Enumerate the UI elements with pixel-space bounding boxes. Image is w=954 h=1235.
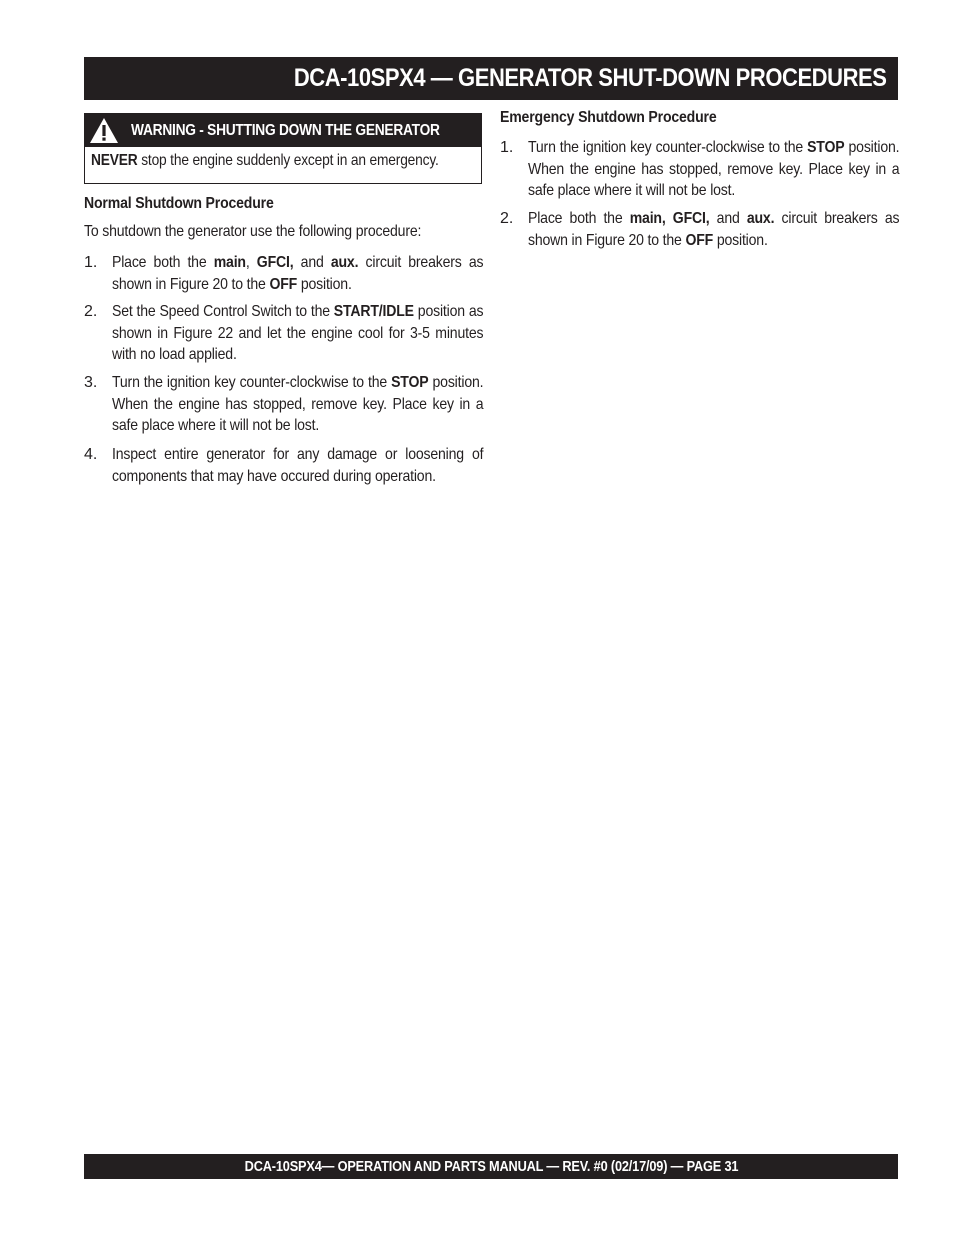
page-title: DCA-10SPX4 — GENERATOR SHUT-DOWN PROCEDURES [293,64,886,92]
normal-step-2-text: Set the Speed Control Switch to the START/IDLE position as shown in Figure 22 and let the engine cool for 3-5 minutes with no load applied. [112,303,484,363]
normal-shutdown-heading: Normal Shutdown Procedure [84,195,274,212]
normal-step-3-text: Turn the ignition key counter-clockwise to the STOP position. When the engine has stopped, remove key. Place key in a safe place where it will not be lost. [112,374,484,434]
emergency-step-1-text: Turn the ignition key counter-clockwise to the STOP position. When the engine has stopped, remove key. Place key in a safe place where it will not be lost. [528,139,900,199]
emergency-shutdown-heading: Emergency Shutdown Procedure [500,109,717,126]
warning-body-text: stop the engine suddenly except in an emergency. [137,152,439,169]
page-title-bar [84,57,898,100]
warning-body [91,152,439,170]
normal-shutdown-intro: To shutdown the generator use the following procedure: [84,223,422,240]
warning-triangle-icon [89,117,119,144]
footer-text: DCA-10SPX4— OPERATION AND PARTS MANUAL — REV. #0 (02/17/09) — PAGE 31 [244,1158,738,1175]
warning-header [85,114,481,147]
footer-bar [84,1154,898,1179]
normal-step-4-text: Inspect entire generator for any damage or loosening of components that may have occured during operation. [112,446,484,485]
warning-never: NEVER [91,152,138,169]
warning-box [84,113,482,184]
normal-step-1-text: Place both the main, GFCI, and aux. circuit breakers as shown in Figure 20 to the OFF position. [112,254,484,293]
emergency-step-2-text: Place both the main, GFCI, and aux. circuit breakers as shown in Figure 20 to the OFF position. [528,210,900,249]
warning-title: WARNING - SHUTTING DOWN THE GENERATOR [131,122,440,139]
